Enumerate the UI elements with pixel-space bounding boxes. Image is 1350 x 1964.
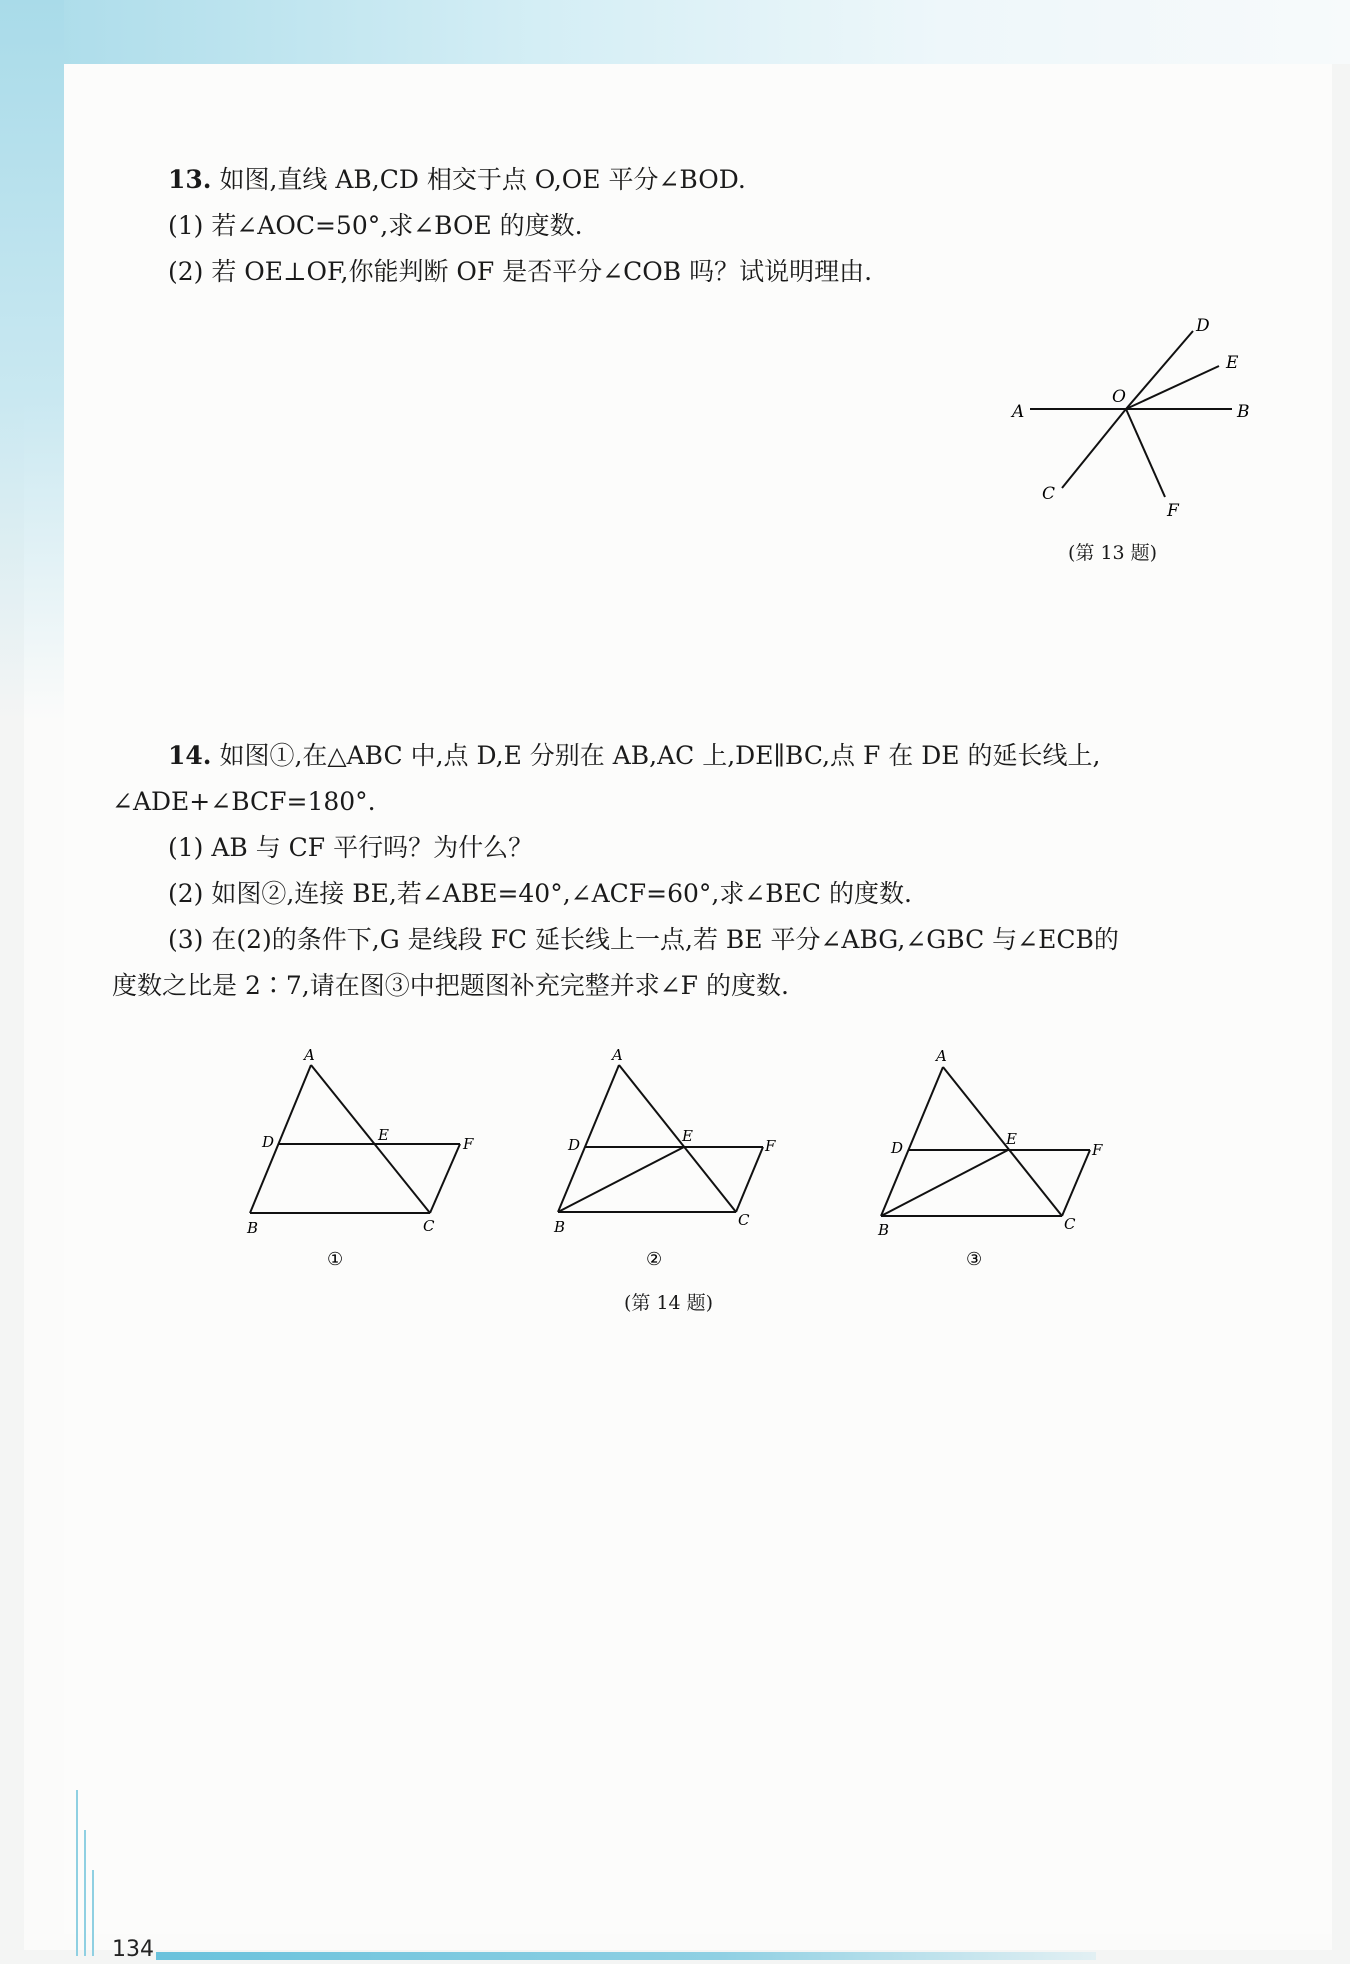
left-color-band bbox=[0, 0, 64, 720]
q14-line1 bbox=[168, 738, 1100, 774]
f1-label-a: A bbox=[304, 1046, 315, 1064]
q14-number: 14. bbox=[168, 741, 212, 770]
footer-vbar-3 bbox=[92, 1870, 94, 1956]
segment-cf bbox=[736, 1147, 763, 1212]
q13-line1 bbox=[168, 162, 746, 198]
q14-figure-2 bbox=[548, 1040, 798, 1270]
ray-of bbox=[1126, 409, 1165, 497]
q14-part2: (2) 如图②,连接 BE,若∠ABE=40°,∠ACF=60°,求∠BEC 的度数. bbox=[168, 879, 912, 908]
q14-stem: 如图①,在△ABC 中,点 D,E 分别在 AB,AC 上,DE∥BC,点 F 在 DE 的延长线上, bbox=[219, 741, 1101, 770]
label-e: E bbox=[1226, 353, 1239, 373]
f3-label-a: A bbox=[936, 1047, 947, 1065]
segment-ab bbox=[250, 1065, 311, 1213]
f3-number: ③ bbox=[966, 1249, 983, 1270]
f3-label-f: F bbox=[1092, 1141, 1103, 1159]
footer-bar bbox=[156, 1952, 1096, 1960]
f1-label-f: F bbox=[463, 1135, 474, 1153]
label-d: D bbox=[1196, 316, 1210, 336]
q14-figure-1 bbox=[240, 1040, 490, 1270]
f3-label-b: B bbox=[878, 1221, 890, 1239]
ray-oe bbox=[1126, 366, 1219, 409]
q14-caption: (第 14 题) bbox=[624, 1292, 714, 1314]
label-c: C bbox=[1042, 484, 1056, 504]
f2-label-d: D bbox=[568, 1136, 581, 1154]
q14-figure-3 bbox=[872, 1040, 1122, 1270]
f3-label-c: C bbox=[1064, 1215, 1076, 1233]
segment-cf bbox=[430, 1144, 460, 1213]
q13-number: 13. bbox=[168, 165, 212, 194]
f1-label-d: D bbox=[262, 1133, 275, 1151]
f1-number: ① bbox=[327, 1249, 344, 1270]
label-a: A bbox=[1012, 402, 1025, 422]
f2-number: ② bbox=[646, 1249, 663, 1270]
top-color-band bbox=[0, 0, 1350, 64]
q13-figure bbox=[1000, 310, 1260, 570]
f2-label-a: A bbox=[612, 1046, 623, 1064]
segment-ac bbox=[311, 1065, 430, 1213]
f2-label-f: F bbox=[765, 1137, 776, 1155]
q13-caption: (第 13 题) bbox=[1068, 542, 1158, 564]
q14-part1: (1) AB 与 CF 平行吗？为什么？ bbox=[168, 833, 534, 862]
q14-part3-cont: 度数之比是 2∶7,请在图③中把题图补充完整并求∠F 的度数. bbox=[112, 971, 789, 1000]
label-f: F bbox=[1167, 501, 1179, 521]
f2-label-e: E bbox=[682, 1127, 693, 1145]
f2-label-c: C bbox=[738, 1211, 750, 1229]
q13-part2: (2) 若 OE⊥OF,你能判断 OF 是否平分∠COB 吗？试说明理由. bbox=[168, 257, 873, 286]
q13-part1: (1) 若∠AOC=50°,求∠BOE 的度数. bbox=[168, 211, 583, 240]
f3-label-e: E bbox=[1006, 1130, 1017, 1148]
segment-ac bbox=[943, 1067, 1062, 1216]
footer-vbar-2 bbox=[84, 1830, 86, 1956]
f2-label-b: B bbox=[554, 1218, 566, 1236]
segment-be bbox=[881, 1150, 1008, 1216]
f1-label-b: B bbox=[247, 1219, 259, 1237]
segment-cf bbox=[1062, 1150, 1090, 1216]
f3-label-d: D bbox=[891, 1139, 904, 1157]
q14-part3: (3) 在(2)的条件下,G 是线段 FC 延长线上一点,若 BE 平分∠ABG,∠GBC 与∠ECB的 bbox=[168, 925, 1119, 954]
segment-be bbox=[558, 1147, 684, 1212]
ray-oc bbox=[1062, 409, 1126, 488]
footer-vbar-1 bbox=[76, 1790, 78, 1956]
q14-stem-cont: ∠ADE+∠BCF=180°. bbox=[112, 787, 376, 816]
ray-od bbox=[1126, 331, 1193, 409]
label-o: O bbox=[1112, 387, 1126, 407]
label-b: B bbox=[1237, 402, 1250, 422]
segment-ac bbox=[619, 1065, 736, 1212]
f1-label-c: C bbox=[423, 1217, 435, 1235]
f1-label-e: E bbox=[378, 1126, 389, 1144]
page-number: 134 bbox=[112, 1937, 154, 1962]
q13-stem: 如图,直线 AB,CD 相交于点 O,OE 平分∠BOD. bbox=[219, 165, 746, 194]
